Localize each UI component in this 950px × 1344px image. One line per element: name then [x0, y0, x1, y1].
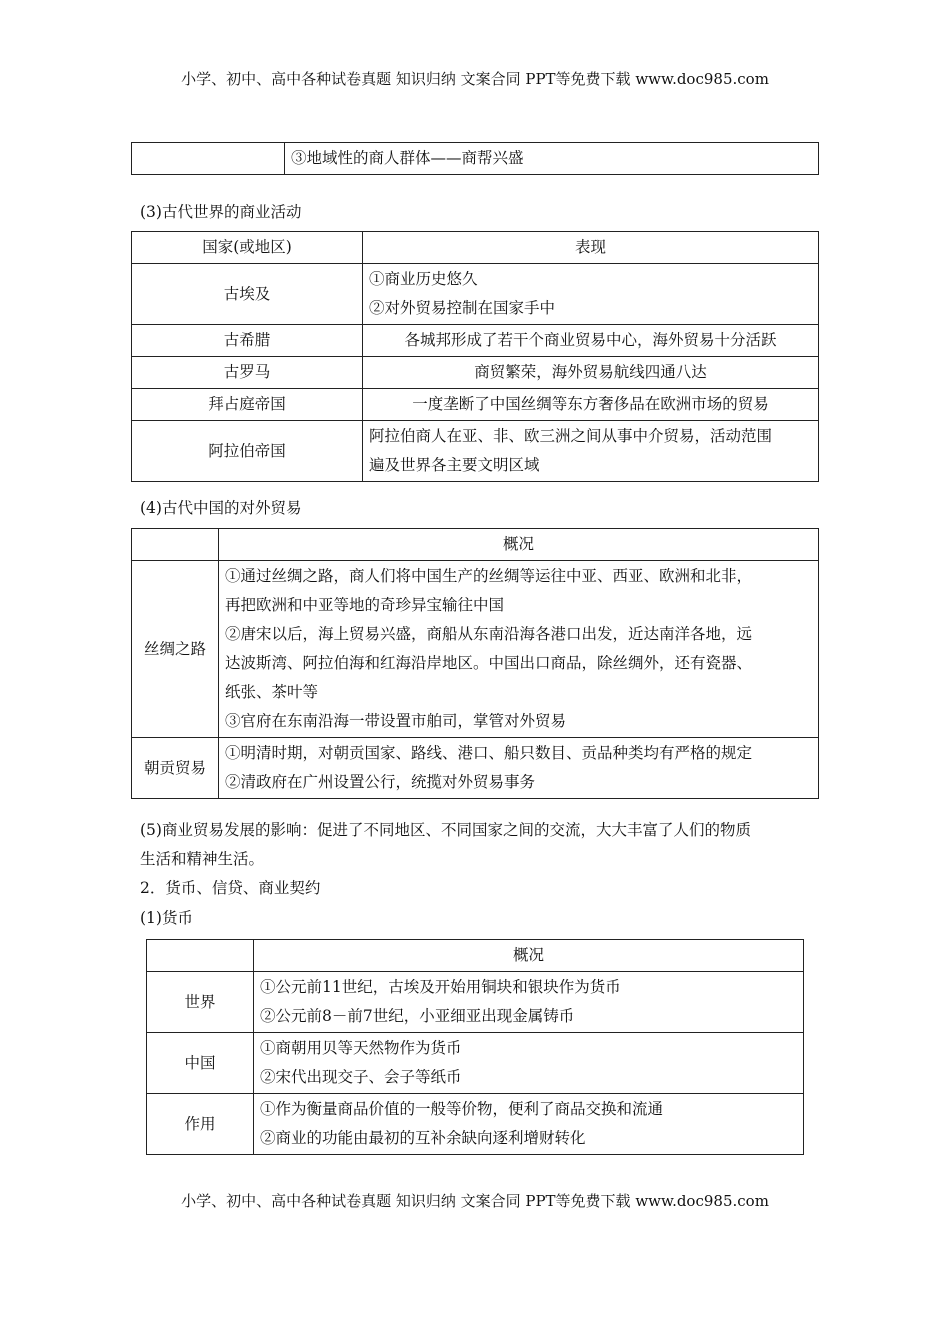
table-row — [132, 357, 819, 389]
detail-cell — [254, 1094, 804, 1155]
row-label: 世界 — [147, 972, 254, 1033]
continued-table — [131, 142, 819, 175]
page-header: 小学、初中、高中各种试卷真题 知识归纳 文案合同 PPT等免费下载 www.doc985.com — [181, 70, 769, 88]
table-row — [147, 1033, 804, 1094]
detail-line: ③官府在东南沿海一带设置市舶司，掌管对外贸易 — [225, 712, 567, 730]
column-header: 表现 — [363, 232, 819, 264]
detail-cell — [254, 972, 804, 1033]
paragraph-line: 生活和精神生活。 — [140, 850, 265, 868]
row-label: 作用 — [147, 1094, 254, 1155]
country-cell: 拜占庭帝国 — [132, 389, 363, 421]
detail-line: ②公元前8－前7世纪，小亚细亚出现金属铸币 — [260, 1007, 575, 1025]
column-header: 概况 — [219, 529, 819, 561]
table-row — [147, 972, 804, 1033]
detail-line: ②宋代出现交子、会子等纸币 — [260, 1068, 462, 1086]
row-label: 中国 — [147, 1033, 254, 1094]
detail-line: 再把欧洲和中亚等地的奇珍异宝输往中国 — [225, 596, 505, 614]
country-cell: 古埃及 — [132, 264, 363, 325]
section-heading: (4)古代中国的对外贸易 — [140, 499, 302, 517]
detail-cell — [363, 421, 819, 482]
paragraph — [140, 816, 820, 874]
detail-line: ②商业的功能由最初的互补余缺向逐利增财转化 — [260, 1129, 586, 1147]
detail-line: 遍及世界各主要文明区域 — [369, 456, 540, 474]
subsection-heading: (1)货币 — [140, 909, 193, 927]
row-label: 丝绸之路 — [132, 561, 219, 738]
detail-line: 阿拉伯商人在亚、非、欧三洲之间从事中介贸易，活动范围 — [369, 427, 773, 445]
table-row — [132, 264, 819, 325]
detail-cell: 各城邦形成了若干个商业贸易中心，海外贸易十分活跃 — [363, 325, 819, 357]
column-header: 国家(或地区) — [132, 232, 363, 264]
detail-line: ②对外贸易控制在国家手中 — [369, 299, 556, 317]
country-cell: 阿拉伯帝国 — [132, 421, 363, 482]
detail-line: ①明清时期，对朝贡国家、路线、港口、船只数目、贡品种类均有严格的规定 — [225, 744, 753, 762]
detail-cell — [219, 561, 819, 738]
empty-cell — [132, 143, 285, 175]
detail-line: ②清政府在广州设置公行，统揽对外贸易事务 — [225, 773, 536, 791]
detail-line: ①商业历史悠久 — [369, 270, 478, 288]
detail-line: 纸张、茶叶等 — [225, 683, 319, 701]
empty-header-cell — [132, 529, 219, 561]
detail-cell — [254, 1033, 804, 1094]
table-row — [132, 325, 819, 357]
detail-cell: 商贸繁荣，海外贸易航线四通八达 — [363, 357, 819, 389]
section-heading: (3)古代世界的商业活动 — [140, 203, 302, 221]
table-row — [132, 738, 819, 799]
detail-line: ②唐宋以后，海上贸易兴盛，商船从东南沿海各港口出发，近达南洋各地，远 — [225, 625, 753, 643]
detail-line: ①商朝用贝等天然物作为货币 — [260, 1039, 462, 1057]
detail-line: 达波斯湾、阿拉伯海和红海沿岸地区。中国出口商品，除丝绸外，还有瓷器、 — [225, 654, 753, 672]
table-row — [132, 389, 819, 421]
table-row — [132, 421, 819, 482]
detail-line: ①作为衡量商品价值的一般等价物，便利了商品交换和流通 — [260, 1100, 664, 1118]
section-heading: 2．货币、信贷、商业契约 — [140, 879, 321, 897]
detail-line: ①通过丝绸之路，商人们将中国生产的丝绸等运往中亚、西亚、欧洲和北非， — [225, 567, 753, 585]
paragraph-line: (5)商业贸易发展的影响：促进了不同地区、不同国家之间的交流，大大丰富了人们的物质 — [140, 821, 751, 839]
country-cell: 古罗马 — [132, 357, 363, 389]
china-trade-table — [131, 528, 819, 799]
world-commerce-table — [131, 231, 819, 482]
row-label: 朝贡贸易 — [132, 738, 219, 799]
country-cell: 古希腊 — [132, 325, 363, 357]
table-row — [132, 561, 819, 738]
detail-cell — [363, 264, 819, 325]
detail-cell — [219, 738, 819, 799]
column-header: 概况 — [254, 940, 804, 972]
empty-header-cell — [147, 940, 254, 972]
table-row — [147, 1094, 804, 1155]
detail-cell: 一度垄断了中国丝绸等东方奢侈品在欧洲市场的贸易 — [363, 389, 819, 421]
page-footer: 小学、初中、高中各种试卷真题 知识归纳 文案合同 PPT等免费下载 www.doc985.com — [181, 1192, 769, 1210]
currency-table — [146, 939, 804, 1155]
detail-line: ①公元前11世纪，古埃及开始用铜块和银块作为货币 — [260, 978, 621, 996]
table-cell: ③地域性的商人群体——商帮兴盛 — [285, 143, 819, 175]
